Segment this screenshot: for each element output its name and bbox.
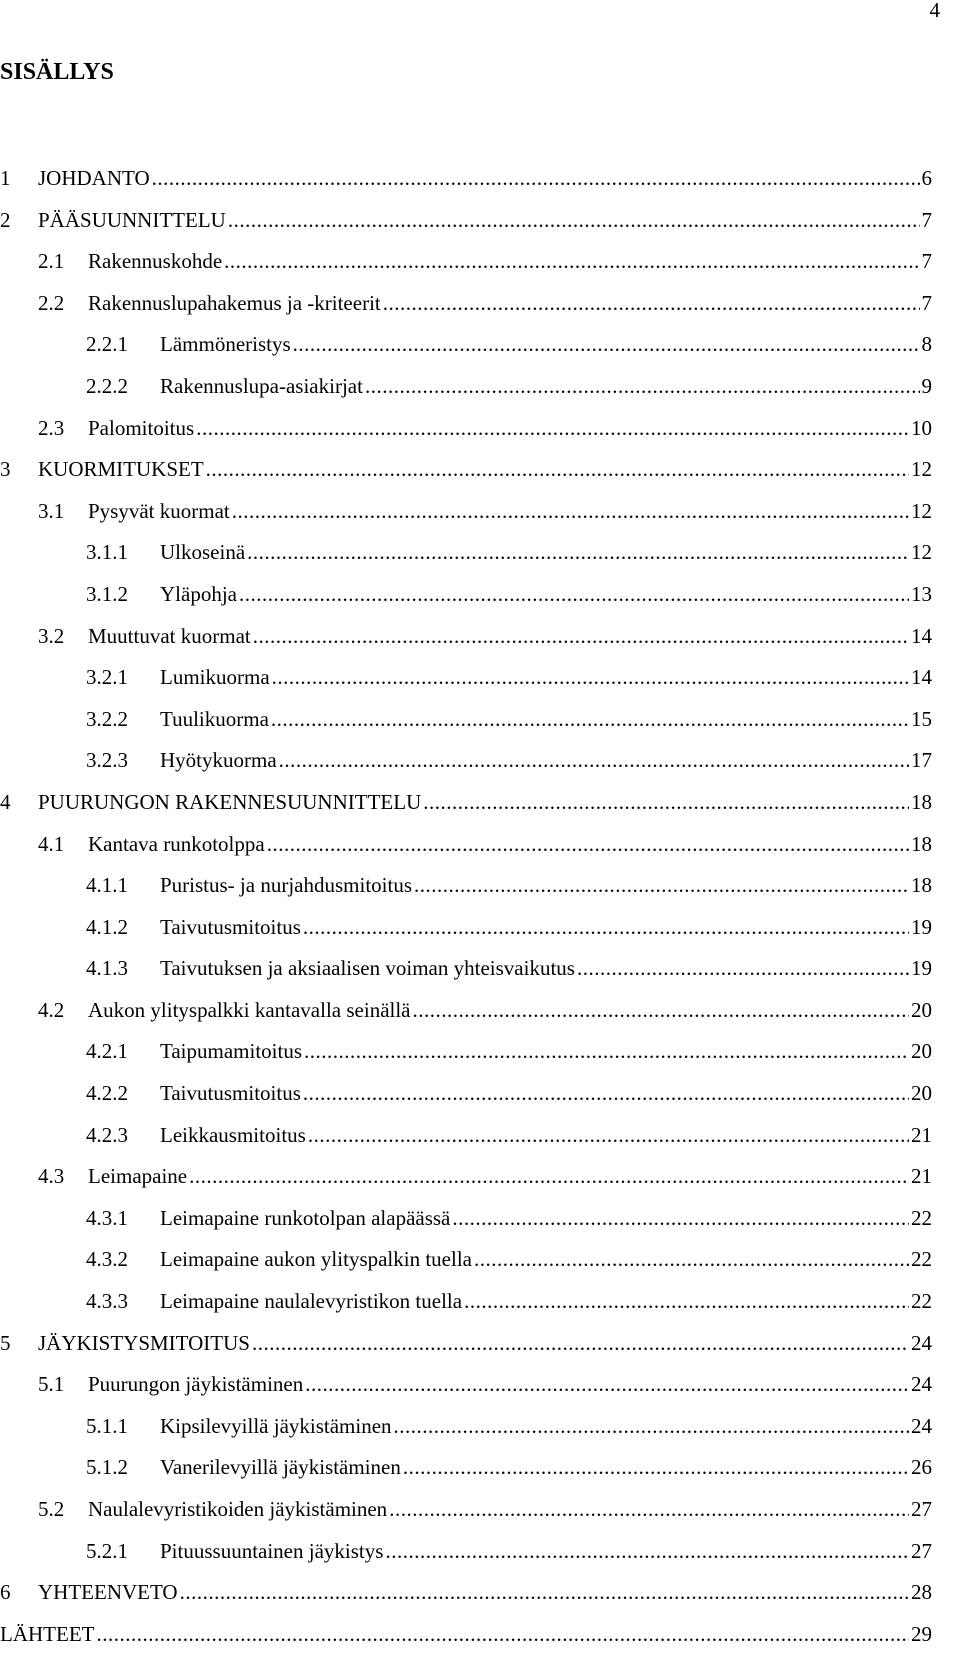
toc-entry-page: 14 [911,623,932,648]
toc-dot-leader [423,782,909,824]
toc-entry [0,1031,932,1073]
toc-dot-leader [206,449,909,491]
toc-entry [0,574,932,616]
toc-entry-title: Rakennuslupa-asiakirjat [160,373,363,398]
toc-entry [0,1323,932,1365]
toc-entry-page: 6 [921,166,932,190]
toc-entry-number: 5.1.1 [86,1413,128,1438]
toc-entry-number: 3.2.2 [86,706,128,731]
toc-entry-title: Kantava runkotolppa [88,831,265,856]
toc-entry-number: 5.2.1 [86,1538,128,1563]
toc-entry-page: 8 [921,332,932,357]
toc-entry-number: 4.2.1 [86,1039,128,1064]
toc-entry-page: 24 [911,1372,932,1397]
toc-entry-title: Aukon ylityspalkki kantavalla seinällä [88,997,411,1022]
toc-entry-title: Hyötykuorma [160,748,277,773]
toc-entry-title: KUORMITUKSET [38,457,204,482]
toc-entry [0,1614,932,1656]
toc-entry-page: 26 [911,1455,932,1480]
toc-entry-title: LÄHTEET [0,1621,95,1646]
toc-entry-title: Leimapaine naulalevyristikon tuella [160,1289,463,1314]
toc-entry-number: 4.1.1 [86,873,128,898]
toc-entry [0,1531,932,1573]
toc-entry-page: 21 [911,1164,932,1189]
toc-entry [0,907,932,949]
toc-entry-number: 3.2.3 [86,748,128,773]
toc-entry-number: 4.3.1 [86,1205,128,1230]
toc-entry [0,1447,932,1489]
toc-entry-number: 4.3.3 [86,1289,128,1314]
toc-entry-number: 4.2.3 [86,1122,128,1147]
toc-entry-page: 12 [911,540,932,565]
toc-entry-number: 6 [0,1580,11,1605]
toc-entry-page: 12 [911,457,932,482]
toc-entry [0,657,932,699]
toc-entry-title: Palomitoitus [88,415,195,440]
toc-entry-page: 27 [911,1497,932,1521]
toc-dot-leader [253,616,909,658]
toc-dot-leader [228,200,920,242]
toc-dot-leader [577,948,909,990]
toc-entry [0,491,932,533]
toc-entry-page: 20 [911,1039,932,1064]
toc-dot-leader [152,158,920,200]
toc-entry-number: 3.1.2 [86,581,128,606]
toc-entry-page: 20 [911,1081,932,1106]
toc-entry-number: 4.1 [38,831,65,856]
toc-entry-title: Puurungon jäykistäminen [88,1372,304,1397]
toc-entry-title: Yläpohja [160,581,237,606]
toc-entry-title: Muuttuvat kuormat [88,623,251,648]
toc-entry-title: Pituussuuntainen jäykistys [160,1538,384,1563]
table-of-contents [0,158,932,1655]
toc-entry-number: 4.3.2 [86,1247,128,1272]
toc-entry-title: Kipsilevyillä jäykistäminen [160,1413,392,1438]
toc-entry-title: Leikkausmitoitus [160,1122,306,1147]
toc-entry-title: Leimapaine runkotolpan alapäässä [160,1205,451,1230]
toc-dot-leader [293,324,920,366]
toc-entry-number: 4.3 [38,1164,65,1189]
toc-entry-number: 4.1.3 [86,956,128,981]
toc-dot-leader [464,1281,909,1323]
toc-entry-page: 18 [911,831,932,856]
toc-entry-title: Lumikuorma [160,665,270,690]
toc-dot-leader [196,408,909,450]
toc-entry-number: 2.1 [38,249,65,274]
toc-entry-title: PUURUNGON RAKENNESUUNNITTELU [38,789,422,814]
toc-entry [0,408,932,450]
toc-entry-title: Taipumamitoitus [160,1039,303,1064]
toc-entry-page: 7 [921,207,932,232]
toc-dot-leader [303,1073,909,1115]
toc-entry [0,948,932,990]
toc-dot-leader [303,907,909,949]
toc-dot-leader [272,657,909,699]
toc-entry [0,782,932,824]
toc-entry-title: JÄYKISTYSMITOITUS [38,1330,250,1355]
toc-entry [0,1156,932,1198]
toc-dot-leader [389,1489,909,1531]
toc-dot-leader [224,241,919,283]
toc-dot-leader [452,1198,909,1240]
toc-dot-leader [305,1364,909,1406]
toc-entry-page: 29 [911,1621,932,1646]
toc-entry-page: 19 [911,956,932,981]
toc-entry [0,699,932,741]
toc-dot-leader [279,740,909,782]
toc-entry-title: YHTEENVETO [38,1580,178,1605]
toc-entry [0,283,932,325]
toc-entry-title: Leimapaine aukon ylityspalkin tuella [160,1247,472,1272]
toc-heading: SISÄLLYS [0,59,114,85]
toc-entry-number: 2.2.1 [86,332,128,357]
toc-entry-page: 19 [911,914,932,939]
toc-entry [0,366,932,408]
toc-dot-leader [413,990,909,1032]
toc-entry-page: 22 [911,1247,932,1272]
toc-entry-title: Rakennuslupahakemus ja -kriteerit [88,290,381,315]
toc-entry-page: 7 [921,290,932,315]
toc-entry-title: JOHDANTO [38,166,150,190]
toc-entry-title: Pysyvät kuormat [88,498,230,523]
toc-dot-leader [304,1031,909,1073]
toc-entry-number: 5.2 [38,1497,65,1521]
toc-entry-title: Puristus- ja nurjahdusmitoitus [160,873,412,898]
toc-entry-page: 14 [911,665,932,690]
toc-entry-page: 12 [911,498,932,523]
toc-entry-number: 4.1.2 [86,914,128,939]
toc-entry-title: Naulalevyristikoiden jäykistäminen [88,1497,388,1521]
toc-entry [0,1073,932,1115]
toc-entry-number: 2 [0,207,11,232]
toc-entry-page: 9 [921,373,932,398]
toc-entry-page: 17 [911,748,932,773]
toc-dot-leader [180,1572,909,1614]
toc-entry-title: Rakennuskohde [88,249,223,274]
toc-entry [0,1406,932,1448]
toc-entry [0,1364,932,1406]
toc-dot-leader [247,532,909,574]
toc-dot-leader [239,574,909,616]
toc-entry-number: 3.1 [38,498,65,523]
toc-dot-leader [232,491,909,533]
toc-entry-page: 18 [911,873,932,898]
toc-entry [0,532,932,574]
toc-entry [0,241,932,283]
toc-entry-page: 18 [911,789,932,814]
toc-entry-page: 7 [921,249,932,274]
toc-entry-title: Ulkoseinä [160,540,246,565]
toc-entry-page: 10 [911,415,932,440]
toc-dot-leader [252,1323,909,1365]
toc-entry-page: 22 [911,1289,932,1314]
toc-dot-leader [189,1156,909,1198]
toc-entry-number: 4.2.2 [86,1081,128,1106]
toc-entry-page: 24 [911,1330,932,1355]
toc-entry-page: 22 [911,1205,932,1230]
toc-entry-title: Taivutusmitoitus [160,1081,301,1106]
toc-entry-title: Leimapaine [88,1164,188,1189]
toc-entry-page: 21 [911,1122,932,1147]
toc-dot-leader [383,283,920,325]
toc-entry-page: 24 [911,1413,932,1438]
toc-entry-page: 13 [911,581,932,606]
toc-entry-title: Tuulikuorma [160,706,269,731]
toc-entry-number: 4 [0,789,11,814]
toc-entry [0,1281,932,1323]
toc-entry-title: Vanerilevyillä jäykistäminen [160,1455,401,1480]
toc-entry-page: 27 [911,1538,932,1563]
toc-entry-number: 3.2.1 [86,665,128,690]
toc-entry-number: 3 [0,457,11,482]
toc-entry-number: 3.2 [38,623,65,648]
toc-entry-number: 1 [0,166,11,190]
toc-dot-leader [271,699,909,741]
toc-entry [0,824,932,866]
toc-entry-title: Taivutuksen ja aksiaalisen voiman yhteisvaikutus [160,956,575,981]
toc-entry [0,449,932,491]
toc-entry-number: 2.2 [38,290,65,315]
toc-entry-title: PÄÄSUUNNITTELU [38,207,226,232]
toc-entry [0,740,932,782]
toc-dot-leader [267,824,909,866]
toc-entry [0,1115,932,1157]
toc-entry [0,616,932,658]
toc-entry-page: 15 [911,706,932,731]
toc-dot-leader [385,1531,909,1573]
toc-dot-leader [403,1447,909,1489]
toc-entry-number: 2.2.2 [86,373,128,398]
toc-entry-number: 3.1.1 [86,540,128,565]
toc-entry-title: Lämmöneristys [160,332,291,357]
toc-dot-leader [474,1239,909,1281]
toc-entry [0,990,932,1032]
toc-entry-title: Taivutusmitoitus [160,914,301,939]
toc-entry-number: 2.3 [38,415,65,440]
toc-entry [0,200,932,242]
toc-entry [0,1572,932,1614]
toc-entry-number: 5 [0,1330,11,1355]
toc-entry [0,324,932,366]
toc-entry [0,1198,932,1240]
toc-entry-number: 5.1 [38,1372,65,1397]
toc-entry [0,1489,932,1531]
toc-dot-leader [394,1406,909,1448]
toc-dot-leader [365,366,920,408]
toc-dot-leader [414,865,909,907]
toc-entry-page: 28 [911,1580,932,1605]
toc-dot-leader [308,1115,909,1157]
toc-entry-number: 4.2 [38,997,65,1022]
page-number: 4 [929,0,940,22]
toc-entry [0,158,932,200]
toc-entry-page: 20 [911,997,932,1022]
toc-entry [0,865,932,907]
toc-entry-number: 5.1.2 [86,1455,128,1480]
toc-entry [0,1239,932,1281]
toc-dot-leader [96,1614,909,1656]
